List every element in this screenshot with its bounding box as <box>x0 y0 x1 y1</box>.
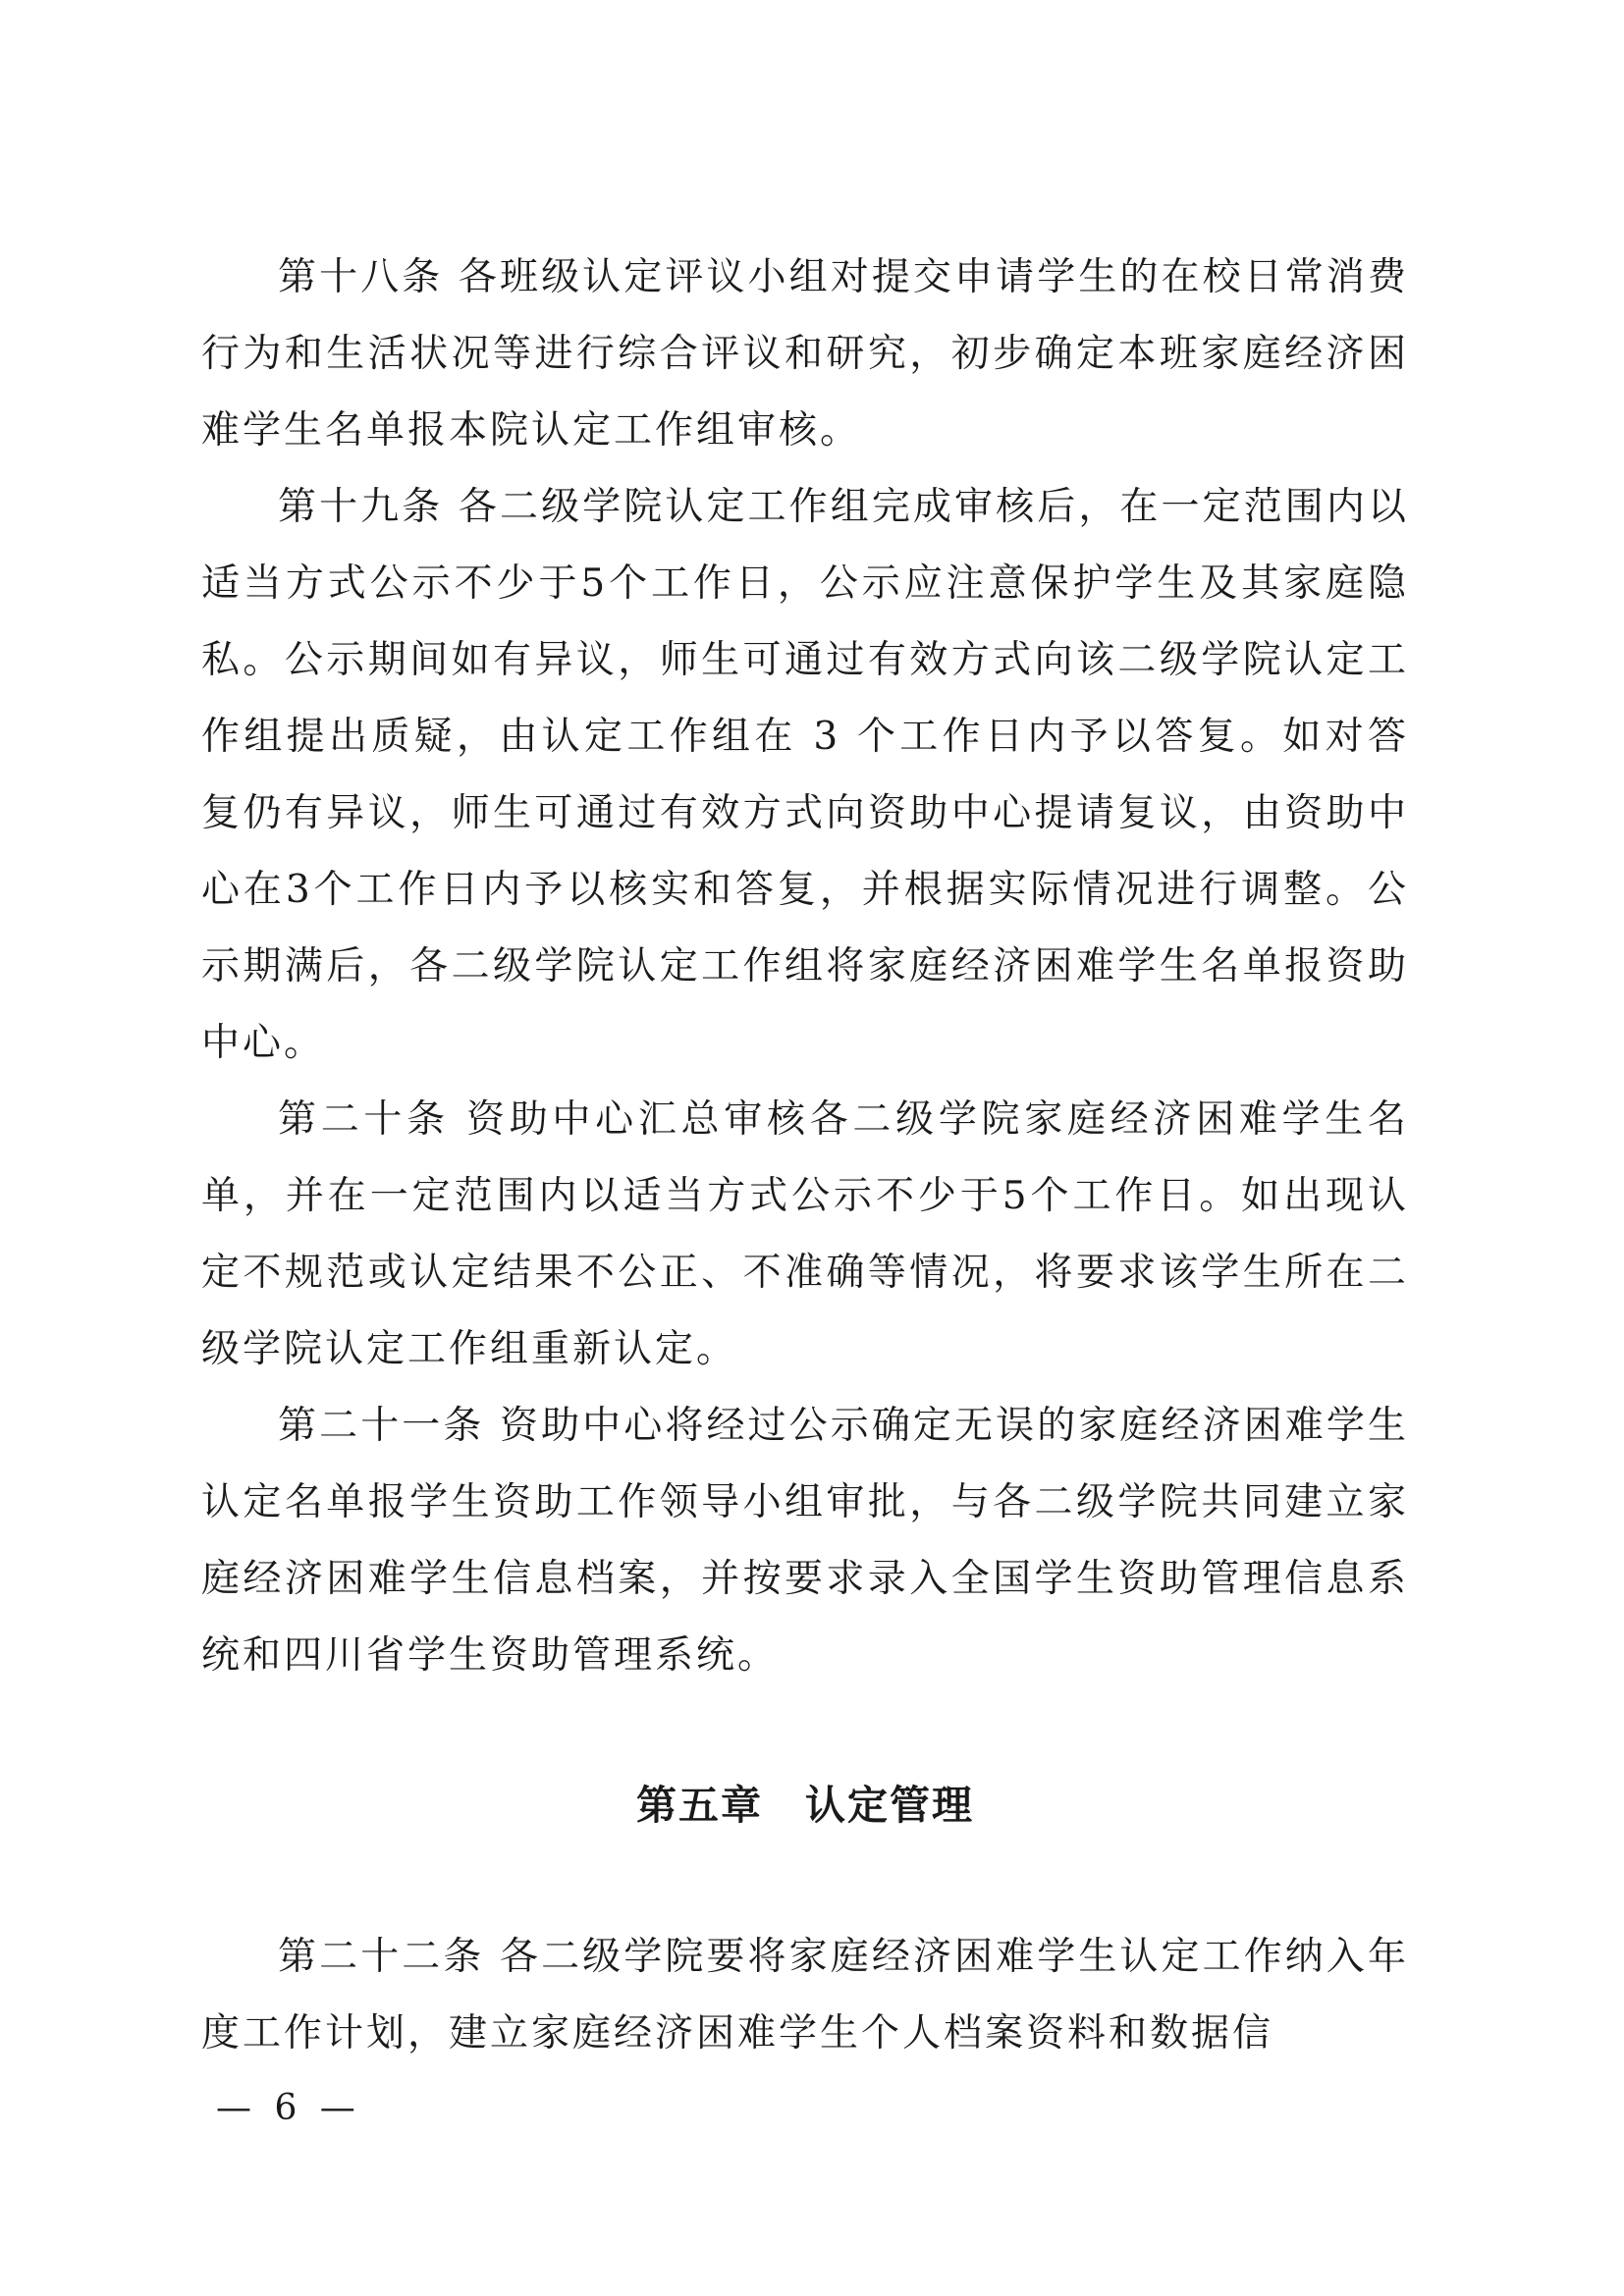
article-21-paragraph: 第二十一条 资助中心将经过公示确定无误的家庭经济困难学生认定名单报学生资助工作领导小组审批，与各二级学院共同建立家庭经济困难学生信息档案，并按要求录入全国学生资助管理信息系统和四川省学生资助管理系统。 <box>201 1404 1409 1678</box>
body-text-upper <box>201 240 1409 1694</box>
article-18-paragraph: 第十八条 各班级认定评议小组对提交申请学生的在校日常消费行为和生活状况等进行综合评议和研究，初步确定本班家庭经济困难学生名单报本院认定工作组审核。 <box>201 255 1409 453</box>
body-text-lower <box>201 1919 1409 2072</box>
chapter-five-title: 第五章 认定管理 <box>636 1782 974 1829</box>
article-20-paragraph: 第二十条 资助中心汇总审核各二级学院家庭经济困难学生名单，并在一定范围内以适当方式公示不少于5个工作日。如出现认定不规范或认定结果不公正、不准确等情况，将要求该学生所在二级学院认定工作组重新认定。 <box>201 1097 1409 1371</box>
article-19-paragraph: 第十九条 各二级学院认定工作组完成审核后，在一定范围内以适当方式公示不少于5个工作日，公示应注意保护学生及其家庭隐私。公示期间如有异议，师生可通过有效方式向该二级学院认定工作组提出质疑，由认定工作组在 3 个工作日内予以答复。如对答复仍有异议，师生可通过有效方式向资助中心提请复议，由资助中心在3个工作日内予以核实和答复，并根据实际情况进行调整。公示期满后，各二级学院认定工作组将家庭经济困难学生名单报资助中心。 <box>201 485 1409 1065</box>
article-22-paragraph: 第二十二条 各二级学院要将家庭经济困难学生认定工作纳入年度工作计划，建立家庭经济困难学生个人档案资料和数据信 <box>201 1935 1409 2056</box>
page-number: — 6 — <box>216 2088 361 2128</box>
